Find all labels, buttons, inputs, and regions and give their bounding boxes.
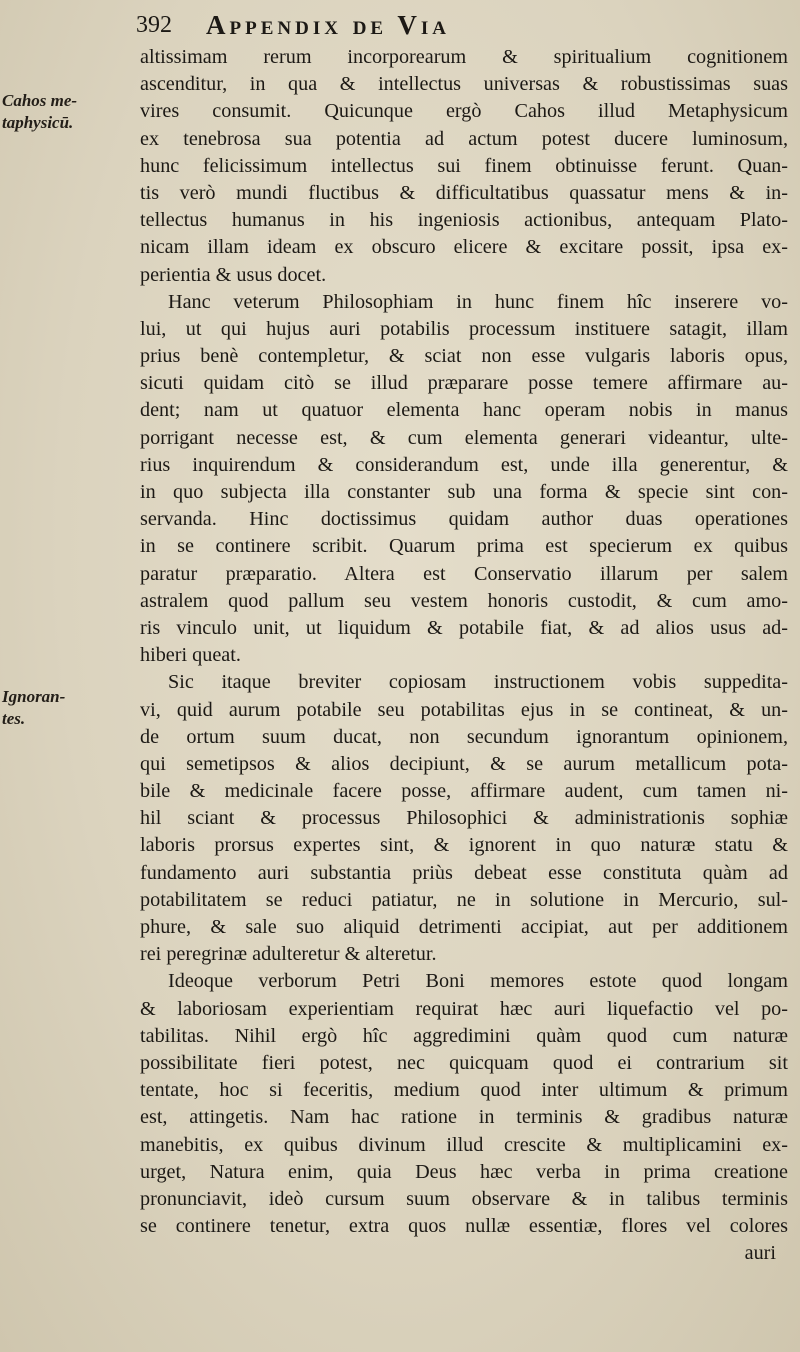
- text-line: vires consumit. Quicunque ergò Cahos illud Metaphysicum: [140, 100, 788, 123]
- text-line: paratur præparatio. Altera est Conservatio illarum per salem: [140, 562, 788, 585]
- marginal-note-line: Cahos me-: [2, 91, 78, 110]
- text-line: altissimam rerum incorporearum & spiritualium cognitionem: [140, 46, 788, 68]
- text-line: tentate, hoc si feceritis, medium quod inter ultimum & primum: [140, 1079, 788, 1102]
- marginal-note-line: tes.: [2, 709, 26, 728]
- marginal-note-line: taphysicū.: [2, 113, 74, 132]
- text-line: potabilitatem se reduci patiatur, ne in solutione in Mercurio, sul-: [140, 888, 788, 911]
- text-line: de ortum suum ducat, non secundum ignorantum opinionem,: [140, 725, 788, 748]
- catchword: auri: [744, 1242, 776, 1265]
- text-line: lui, ut qui hujus auri potabilis processum instituere satagit, illam: [140, 317, 788, 340]
- running-title: Appendix de Via: [206, 10, 450, 40]
- text-line: Sic itaque breviter copiosam instructionem vobis suppedita-: [168, 671, 788, 694]
- text-line: perientia & usus docet.: [140, 263, 327, 286]
- text-line: dent; nam ut quatuor elementa hanc operam nobis in manus: [140, 399, 788, 422]
- text-line: in se continere scribit. Quarum prima est specierum ex quibus: [140, 535, 788, 558]
- text-line: hil sciant & processus Philosophici & administrationis sophiæ: [140, 807, 788, 830]
- text-line: laboris prorsus expertes sint, & ignorent in quo naturæ statu &: [140, 834, 788, 857]
- text-line: in quo subjecta illa constanter sub una forma & specie sint con-: [140, 481, 788, 503]
- text-line: phure, & sale suo aliquid detrimenti accipiat, aut per additionem: [140, 916, 788, 938]
- text-line: nicam illam ideam ex obscuro elicere & excitare possit, ipsa ex-: [140, 236, 788, 259]
- marginal-note-line: Ignoran-: [2, 687, 66, 706]
- main-text-block: [140, 44, 788, 1267]
- text-line: tabilitas. Nihil ergò hîc aggredimini quàm quod cum naturæ: [140, 1024, 788, 1047]
- text-line: possibilitate fieri potest, nec quicquam quod ei contrarium sit: [140, 1051, 788, 1074]
- text-line: prius benè contempletur, & sciat non esse vulgaris laboris opus,: [140, 345, 788, 368]
- text-line: urget, Natura enim, quia Deus hæc verba in prima creatione: [140, 1160, 788, 1183]
- text-line: vi, quid aurum potabile seu potabilitas ejus in se contineat, & un-: [140, 698, 788, 721]
- text-line: rius inquirendum & considerandum est, unde illa generentur, &: [140, 453, 788, 476]
- marginal-note-cahos: [2, 90, 134, 134]
- text-line: est, attingetis. Nam hac ratione in terminis & gradibus naturæ: [140, 1106, 788, 1129]
- text-line: tellectus humanus in his ingeniosis actionibus, antequam Plato-: [140, 209, 788, 232]
- text-line: pronunciavit, ideò cursum suum observare & in talibus terminis: [140, 1187, 788, 1210]
- text-line: servanda. Hinc doctissimus quidam author duas operationes: [140, 508, 788, 531]
- text-line: qui semetipsos & alios decipiunt, & se aurum metallicum pota-: [140, 752, 788, 775]
- text-line: ex tenebrosa sua potentia ad actum potest ducere luminosum,: [140, 127, 788, 150]
- text-line: tis verò mundi fluctibus & difficultatibus quassatur mens & in-: [140, 181, 788, 204]
- text-line: Ideoque verborum Petri Boni memores estote quod longam: [168, 970, 788, 993]
- page-header: [136, 10, 760, 40]
- text-line: Hanc veterum Philosophiam in hunc finem hîc inserere vo-: [168, 290, 788, 313]
- text-line: bile & medicinale facere posse, affirmare audent, cum tamen ni-: [140, 780, 788, 803]
- text-line: & laboriosam experientiam requirat hæc auri liquefactio vel po-: [140, 997, 788, 1020]
- text-line: fundamento auri substantia priùs debeat esse constituta quàm ad: [140, 861, 788, 884]
- text-line: hunc felicissimum intellectus sui finem obtinuisse ferunt. Quan-: [140, 154, 788, 177]
- text-line: ris vinculo unit, ut liquidum & potabile fiat, & ad alios usus ad-: [140, 616, 788, 639]
- text-line: sicuti quidam citò se illud præparare posse temere affirmare au-: [140, 372, 788, 395]
- text-line: astralem quod pallum seu vestem honoris custodit, & cum amo-: [140, 589, 788, 612]
- page-number: 392: [136, 12, 172, 38]
- marginal-note-ignorantes: [2, 686, 134, 730]
- text-line: manebitis, ex quibus divinum illud crescite & multiplicamini ex-: [140, 1133, 788, 1156]
- text-line: porrigant necesse est, & cum elementa generari videantur, ulte-: [140, 426, 788, 449]
- text-line: se continere tenetur, extra quos nullæ essentiæ, flores vel colores: [140, 1215, 788, 1238]
- text-line: hiberi queat.: [140, 644, 241, 667]
- text-line: ascenditur, in qua & intellectus universas & robustissimas suas: [140, 73, 788, 96]
- text-line: rei peregrinæ adulteretur & alteretur.: [140, 943, 437, 966]
